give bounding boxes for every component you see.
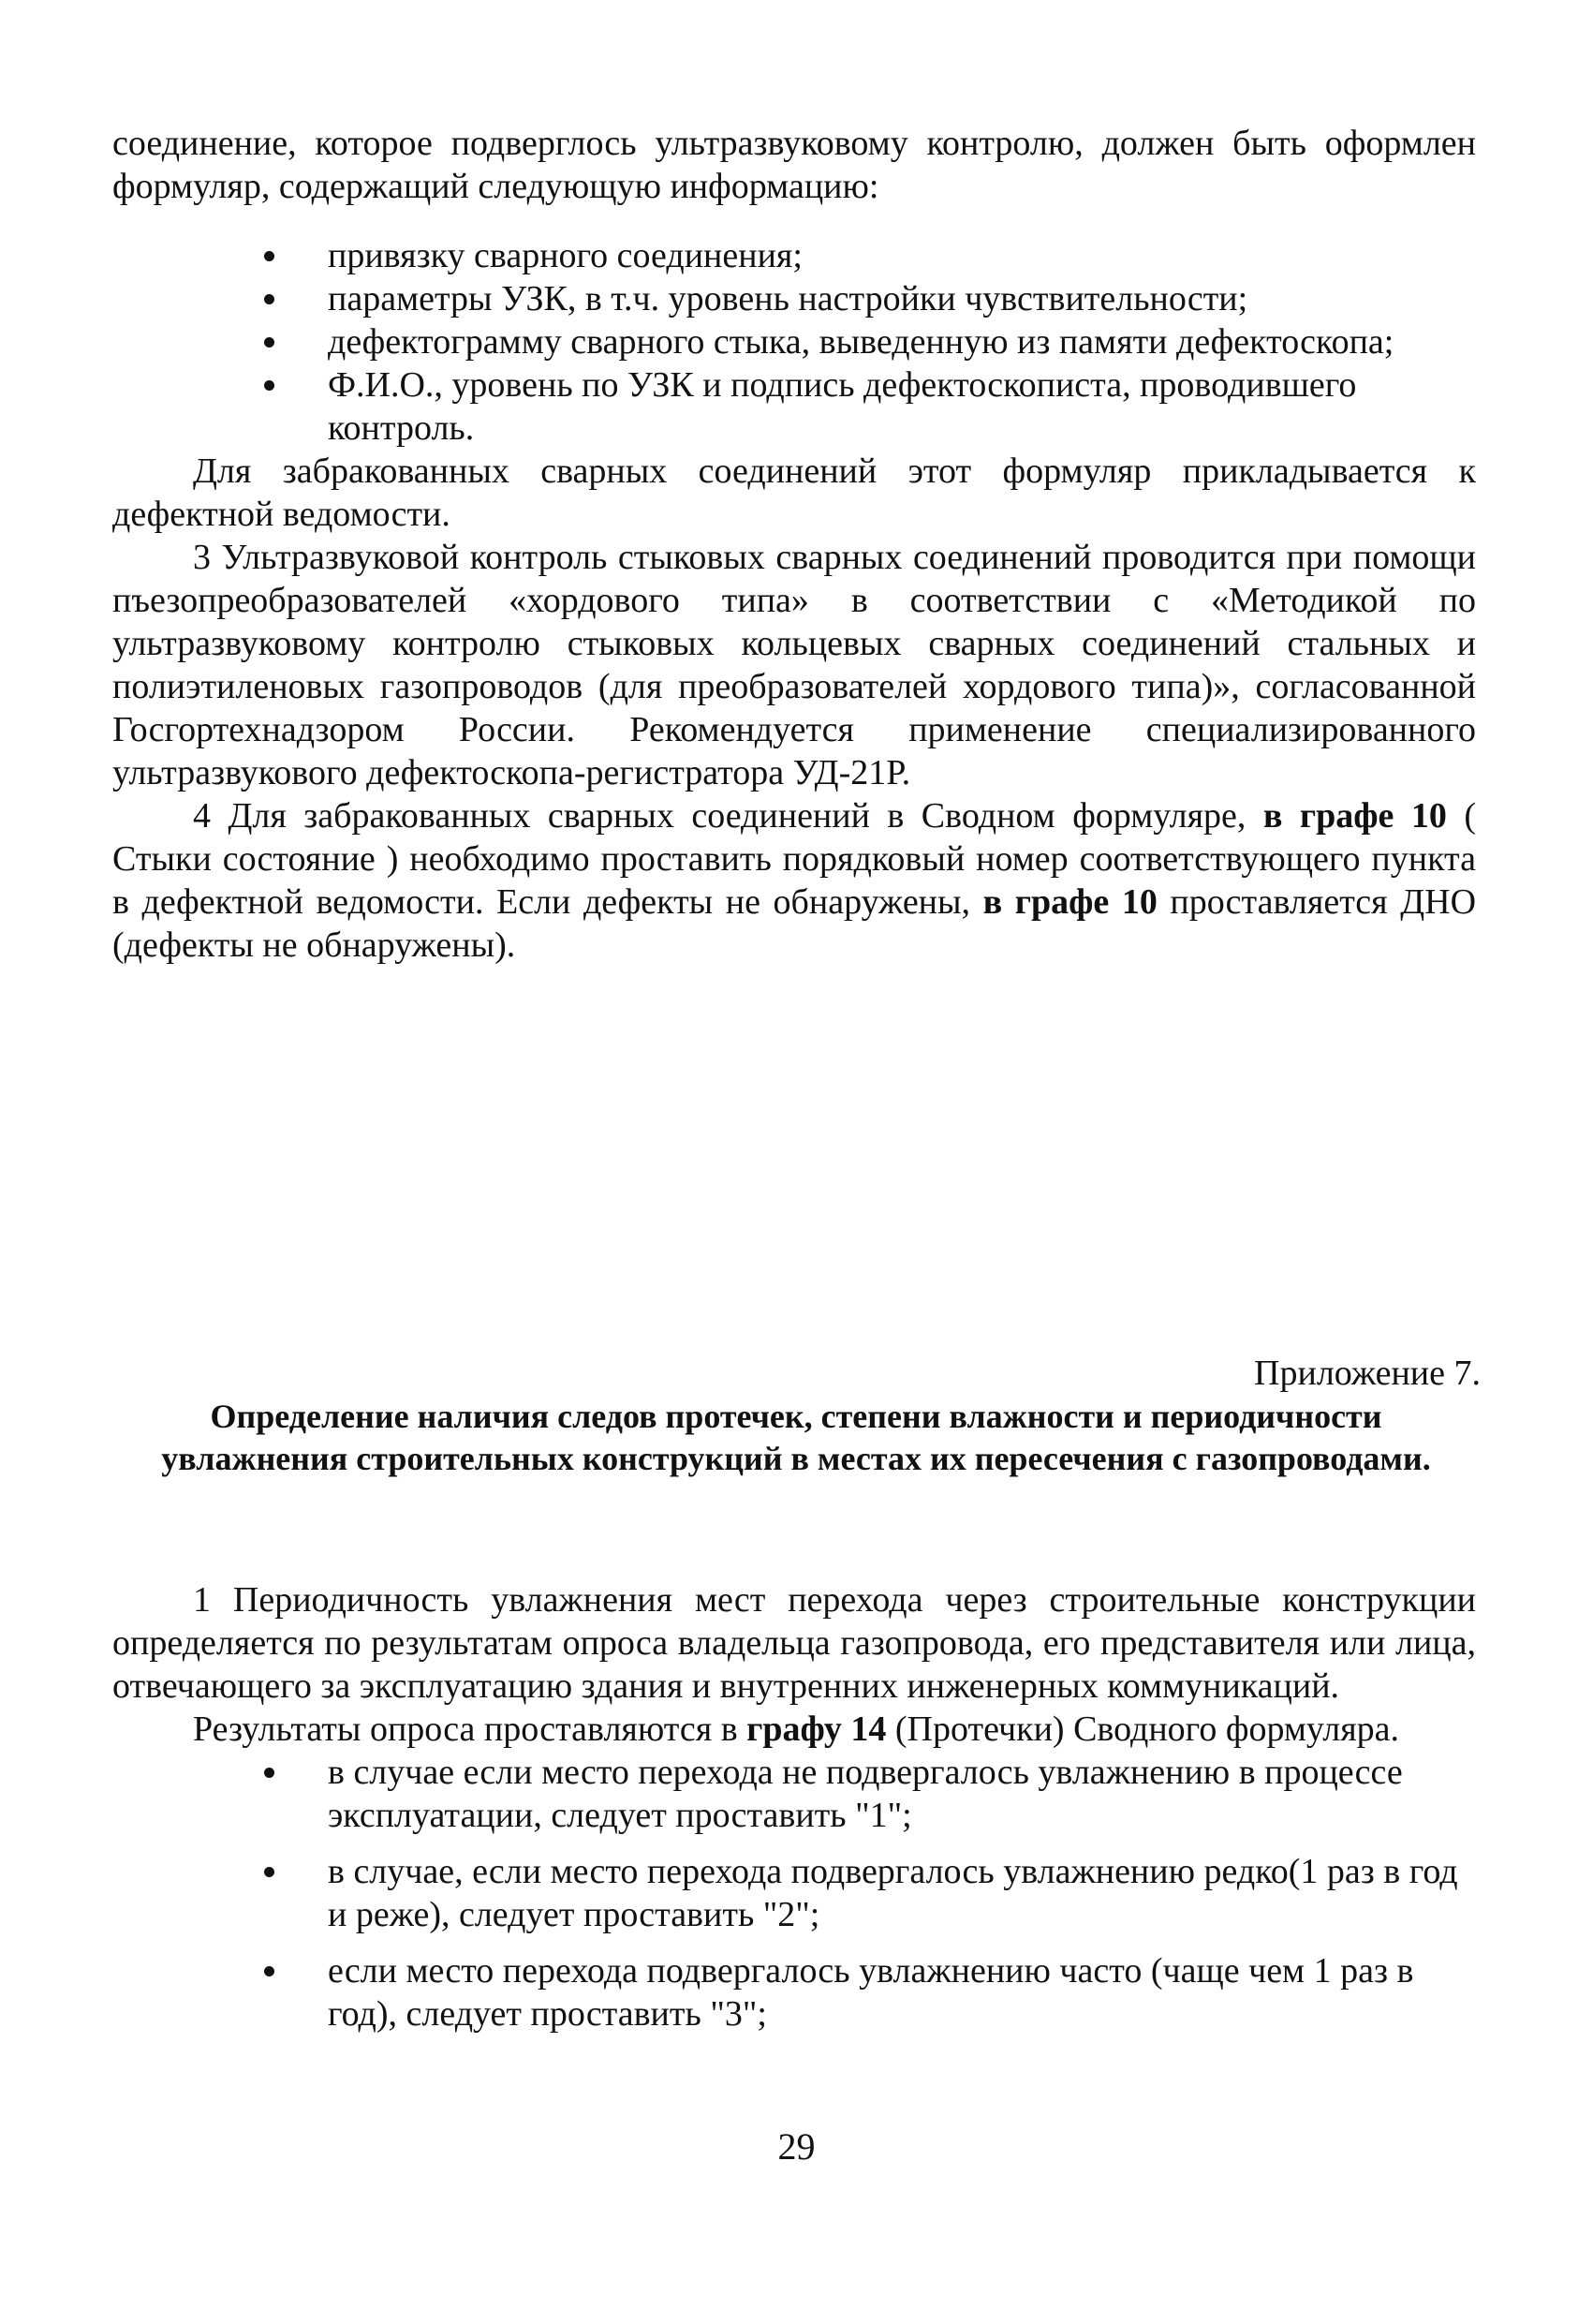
- list-item: параметры УЗК, в т.ч. уровень настройки чувствительности;: [112, 277, 1476, 320]
- results-paragraph: Результаты опроса проставляются в графу 14 (Протечки) Сводного формуляра.: [193, 1710, 1400, 1749]
- appendix-title: Определение наличия следов протечек, степени влажности и периодичности увлажнения строительных конструкций в местах их пересечения с газопроводами.: [161, 1398, 1431, 1477]
- bullet-icon: [264, 1867, 274, 1877]
- moisture-codes-list: [112, 1751, 1476, 2035]
- requirements-list: [112, 234, 1476, 450]
- bullet-icon: [264, 337, 274, 348]
- list-item: Ф.И.О., уровень по УЗК и подпись дефектоскописта, проводившего контроль.: [112, 363, 1476, 450]
- list-item: если место перехода подвергалось увлажнению часто (чаще чем 1 раз в год), следует проставить "3";: [112, 1949, 1476, 2035]
- bullet-icon: [264, 380, 274, 391]
- appendix-label: Приложение 7.: [1254, 1354, 1481, 1393]
- item-4-paragraph: 4 Для забракованных сварных соединений в Сводном формуляре, в графе 10 ( Стыки состояние ) необходимо проставить порядковый номер соответствующего пункта в дефектной ведомости. Если дефекты не обнаружены, в графе 10 проставляется ДНО (дефекты не обнаружены).: [112, 796, 1477, 965]
- bullet-icon: [264, 294, 274, 304]
- list-item: в случае, если место перехода подвергалось увлажнению редко(1 раз в год и реже), следует проставить "2";: [112, 1850, 1476, 1936]
- top-section: [112, 122, 1476, 967]
- periodicity-paragraph: 1 Периодичность увлажнения мест перехода через строительные конструкции определяется по результатам опроса владельца газопровода, его представителя или лица, отвечающего за эксплуатацию здания и внутренних инженерных коммуникаций.: [112, 1580, 1476, 1706]
- intro-paragraph: соединение, которое подверглось ультразвуковому контролю, должен быть оформлен формуляр, содержащий следующую информацию:: [112, 124, 1476, 206]
- bullet-icon: [264, 251, 274, 261]
- bullet-icon: [264, 1768, 274, 1778]
- page-number: 29: [777, 2125, 816, 2168]
- list-item: привязку сварного соединения;: [112, 234, 1476, 277]
- bullet-icon: [264, 1966, 274, 1976]
- bottom-section: [112, 1578, 1476, 2049]
- item-3-paragraph: 3 Ультразвуковой контроль стыковых сварных соединений проводится при помощи пъезопреобразователей «хордового типа» в соответствии с «Методикой по ультразвуковому контролю стыковых кольцевых сварных соединений стальных и полиэтиленовых газопроводов (для преобразователей хордового типа)», согласованной Госгортехнадзором России. Рекомендуется применение специализированного ультразвукового дефектоскопа-регистратора УД-21Р.: [112, 538, 1476, 792]
- rejected-paragraph: Для забракованных сварных соединений этот формуляр прикладывается к дефектной ведомости.: [112, 451, 1476, 534]
- list-item: дефектограмму сварного стыка, выведенную из памяти дефектоскопа;: [112, 320, 1476, 363]
- list-item: в случае если место перехода не подвергалось увлажнению в процессе эксплуатации, следует проставить "1";: [112, 1751, 1476, 1837]
